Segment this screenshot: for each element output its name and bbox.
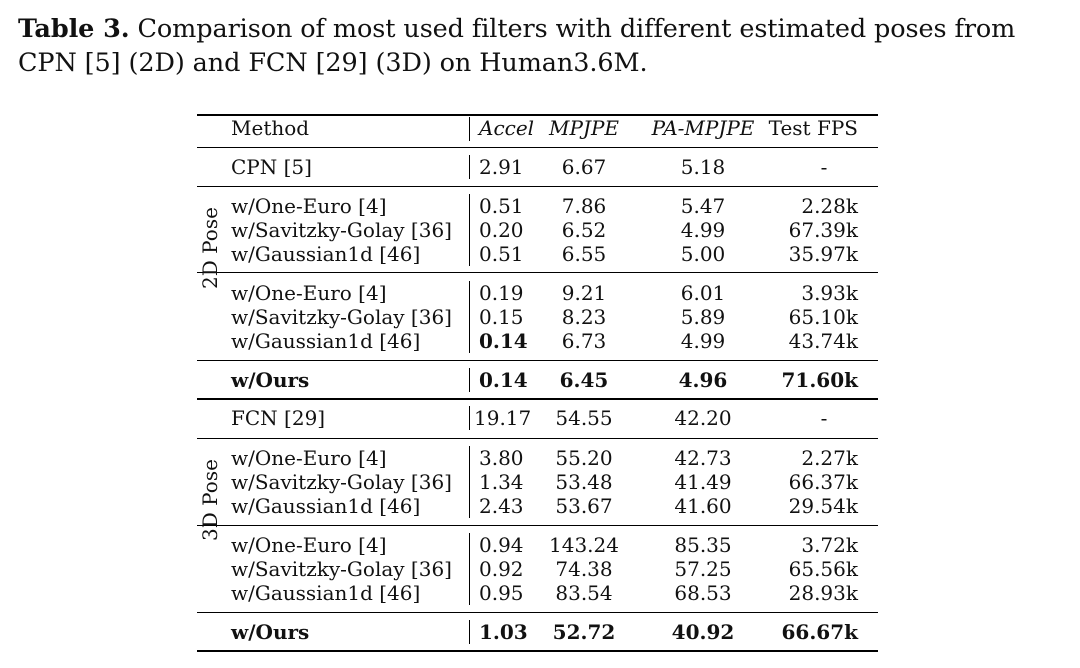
table-row-mpjpe: 74.38 — [555, 557, 613, 581]
column-separator — [469, 406, 470, 430]
table-row-method: w/Gaussian1d [46] — [231, 242, 421, 266]
caption-label: Table 3. — [18, 14, 130, 44]
column-separator — [469, 368, 470, 392]
row-rule — [197, 186, 878, 187]
table-row-fps: 65.10k — [788, 305, 858, 329]
table-row-method: w/One-Euro [4] — [231, 533, 387, 557]
header-rule — [197, 147, 878, 148]
table-row-fps: 2.28k — [801, 194, 858, 218]
table-row-method: w/One-Euro [4] — [231, 194, 387, 218]
table-row-accel: 0.92 — [479, 557, 524, 581]
table-row-pa-mpjpe: 41.49 — [674, 470, 732, 494]
table-row-method: FCN [29] — [231, 406, 326, 430]
table-caption — [18, 12, 1068, 80]
table-row-mpjpe: 7.86 — [561, 194, 607, 218]
table-row-mpjpe: 6.52 — [561, 218, 607, 242]
table-row-fps: 67.39k — [788, 218, 858, 242]
table-row-accel: 1.34 — [479, 470, 524, 494]
row-rule — [197, 612, 878, 613]
table-row-fps: 66.37k — [788, 470, 858, 494]
table-row-pa-mpjpe: 57.25 — [674, 557, 732, 581]
row-rule — [197, 525, 878, 526]
table-row-accel: 19.17 — [474, 406, 532, 430]
header-accel: Accel — [479, 116, 535, 140]
table-row-pa-mpjpe: 4.99 — [680, 218, 726, 242]
table-row-accel: 0.94 — [479, 533, 524, 557]
table-row-fps: 28.93k — [788, 581, 858, 605]
table-row-mpjpe: 55.20 — [555, 446, 613, 470]
table-row-accel: 0.95 — [479, 581, 524, 605]
table-row-method: CPN [5] — [231, 155, 312, 179]
table-row-fps: 66.67k — [781, 620, 858, 644]
table-row-method: w/Savitzky-Golay [36] — [231, 470, 452, 494]
table-row-mpjpe: 9.21 — [561, 281, 607, 305]
column-separator — [469, 620, 470, 644]
row-rule — [197, 272, 878, 273]
caption-text: Comparison of most used filters with different estimated poses from CPN [5] (2D) and FCN [29] (3D) on Human3.6M. — [18, 14, 1016, 78]
table-row-fps: - — [820, 406, 828, 430]
table-row-mpjpe: 83.54 — [555, 581, 613, 605]
group-label-2d-pose: 2D Pose — [198, 207, 222, 289]
table-row-pa-mpjpe: 4.99 — [680, 329, 726, 353]
table-row-accel: 0.51 — [479, 242, 524, 266]
table-row-method: w/Savitzky-Golay [36] — [231, 305, 452, 329]
table-row-method: w/Gaussian1d [46] — [231, 329, 421, 353]
table-row-fps: 3.72k — [801, 533, 858, 557]
table-row-method: w/One-Euro [4] — [231, 446, 387, 470]
table-row-method: w/Savitzky-Golay [36] — [231, 218, 452, 242]
table-row-pa-mpjpe: 42.20 — [674, 406, 732, 430]
column-separator — [469, 155, 470, 179]
table-row-mpjpe: 6.55 — [561, 242, 607, 266]
table-row-fps: 2.27k — [801, 446, 858, 470]
row-rule — [197, 438, 878, 439]
table-row-mpjpe: 52.72 — [552, 620, 616, 644]
table-row-method: w/One-Euro [4] — [231, 281, 387, 305]
header-test-fps: Test FPS — [768, 116, 858, 140]
table-row-accel: 0.15 — [479, 305, 524, 329]
column-separator — [469, 194, 470, 266]
header-pa-mpjpe: PA-MPJPE — [651, 116, 755, 140]
table-row-method: w/Ours — [231, 620, 310, 644]
table-row-mpjpe: 6.73 — [561, 329, 607, 353]
table-row-pa-mpjpe: 68.53 — [674, 581, 732, 605]
table-row-method: w/Savitzky-Golay [36] — [231, 557, 452, 581]
table-row-pa-mpjpe: 5.00 — [680, 242, 726, 266]
table-row-fps: 65.56k — [788, 557, 858, 581]
table-row-pa-mpjpe: 5.18 — [680, 155, 726, 179]
table-row-pa-mpjpe: 40.92 — [671, 620, 735, 644]
table-row-pa-mpjpe: 42.73 — [674, 446, 732, 470]
table-row-pa-mpjpe: 6.01 — [680, 281, 726, 305]
table-row-fps: 43.74k — [788, 329, 858, 353]
table-row-method: w/Gaussian1d [46] — [231, 581, 421, 605]
column-separator — [469, 281, 470, 353]
table-row-accel: 0.20 — [479, 218, 524, 242]
table-row-mpjpe: 6.67 — [561, 155, 607, 179]
table-row-method: w/Gaussian1d [46] — [231, 494, 421, 518]
table-row-accel: 0.14 — [479, 368, 528, 392]
header-mpjpe: MPJPE — [548, 116, 620, 140]
table-row-accel: 1.03 — [479, 620, 528, 644]
group-rule — [197, 398, 878, 400]
table-row-mpjpe: 143.24 — [549, 533, 619, 557]
table-bottom-rule — [197, 650, 878, 652]
table-row-pa-mpjpe: 5.47 — [680, 194, 726, 218]
table-row-pa-mpjpe: 5.89 — [680, 305, 726, 329]
table-row-accel: 0.51 — [479, 194, 524, 218]
column-separator — [469, 117, 470, 141]
row-rule — [197, 360, 878, 361]
group-label-3d-pose: 3D Pose — [198, 459, 222, 541]
table-row-accel: 2.43 — [479, 494, 524, 518]
table-row-accel: 3.80 — [479, 446, 524, 470]
table-row-accel: 2.91 — [479, 155, 524, 179]
table-row-pa-mpjpe: 41.60 — [674, 494, 732, 518]
table-row-mpjpe: 53.48 — [555, 470, 613, 494]
table-row-pa-mpjpe: 4.96 — [678, 368, 728, 392]
table-row-mpjpe: 54.55 — [555, 406, 613, 430]
table-row-accel: 0.19 — [479, 281, 524, 305]
table-row-mpjpe: 53.67 — [555, 494, 613, 518]
table-row-fps: 35.97k — [788, 242, 858, 266]
table-row-pa-mpjpe: 85.35 — [674, 533, 732, 557]
table-row-fps: 71.60k — [781, 368, 858, 392]
table-row-fps: - — [820, 155, 828, 179]
header-method: Method — [231, 116, 310, 140]
table-row-fps: 3.93k — [801, 281, 858, 305]
table-row-mpjpe: 6.45 — [559, 368, 609, 392]
table-row-fps: 29.54k — [788, 494, 858, 518]
column-separator — [469, 533, 470, 605]
column-separator — [469, 446, 470, 518]
table-row-mpjpe: 8.23 — [561, 305, 607, 329]
table-row-method: w/Ours — [231, 368, 310, 392]
table-row-accel: 0.14 — [479, 329, 528, 353]
